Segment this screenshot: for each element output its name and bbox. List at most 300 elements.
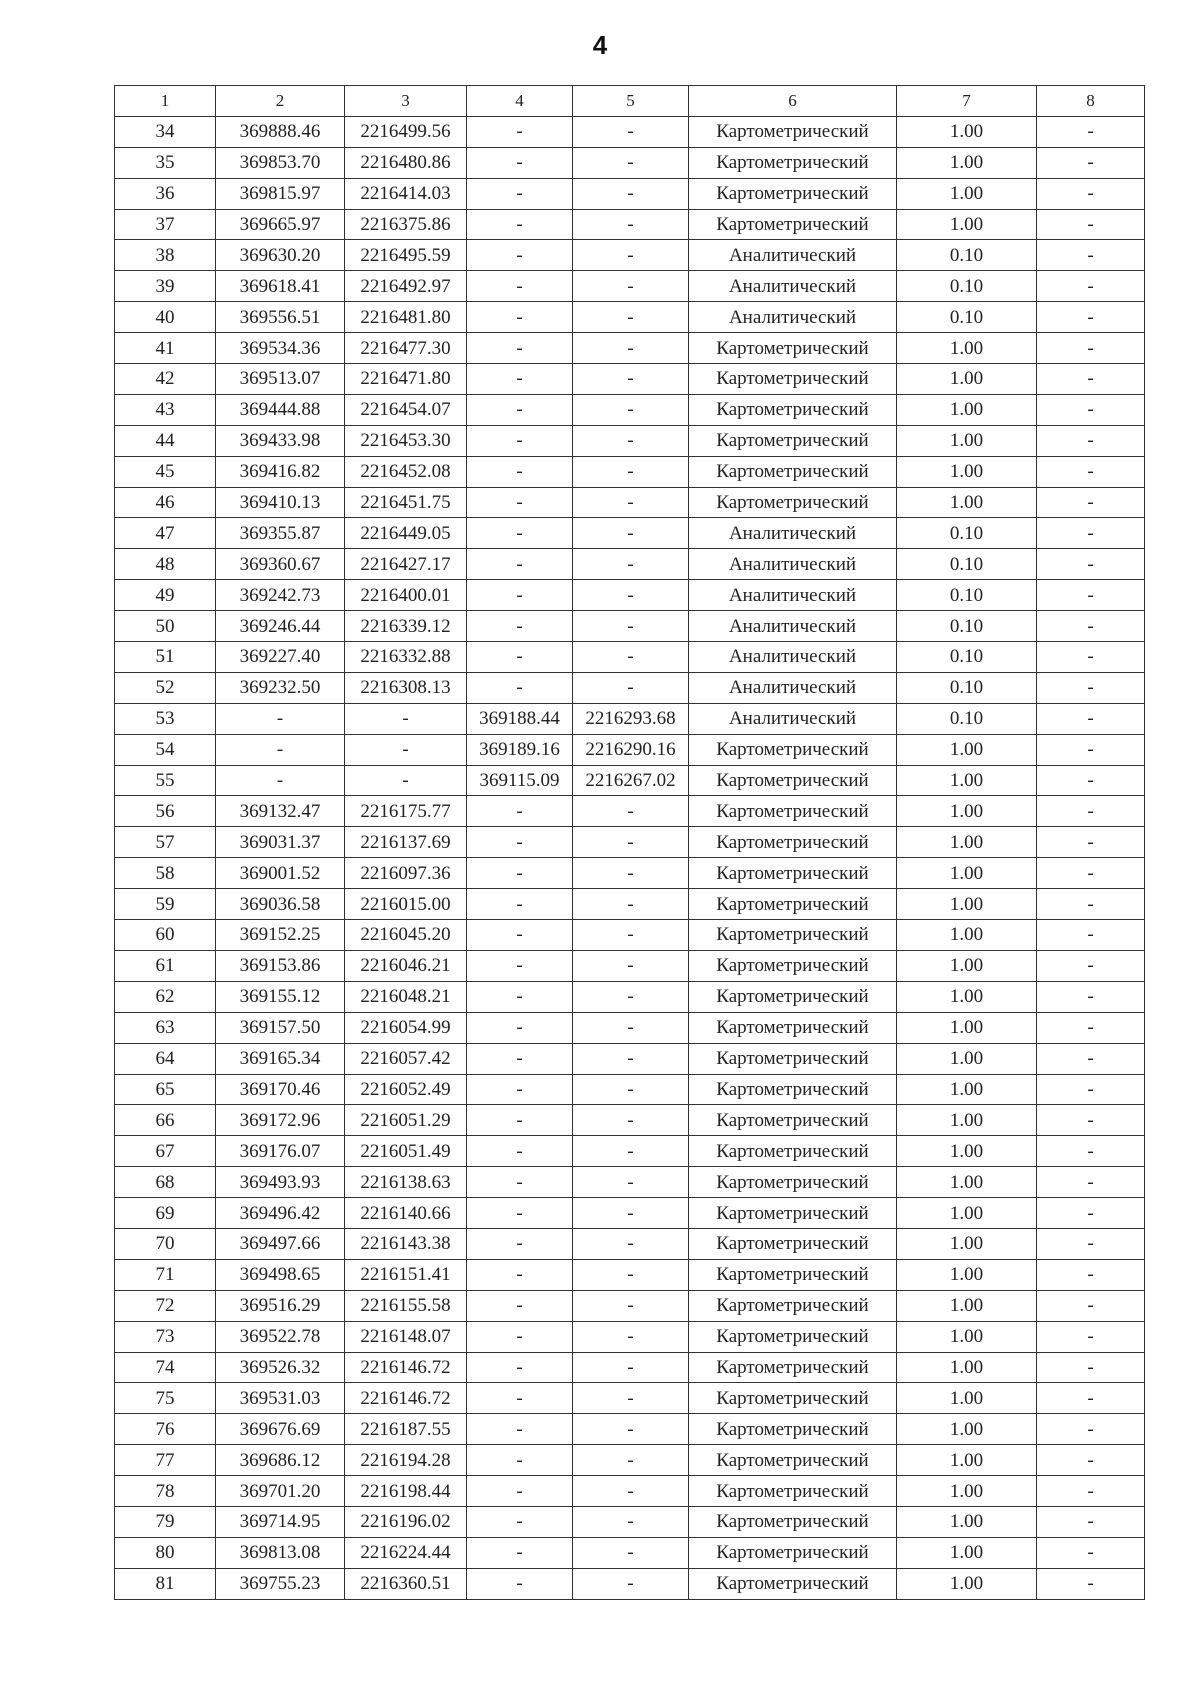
table-cell: 65 xyxy=(115,1074,216,1105)
table-row xyxy=(115,611,1145,642)
table-cell: 369516.29 xyxy=(216,1290,345,1321)
table-row xyxy=(115,642,1145,673)
table-cell: 369444.88 xyxy=(216,394,345,425)
table-row xyxy=(115,240,1145,271)
table-cell: - xyxy=(467,178,573,209)
table-cell: Картометрический xyxy=(689,394,897,425)
table-cell: - xyxy=(345,703,467,734)
table-cell: Аналитический xyxy=(689,518,897,549)
table-row xyxy=(115,1352,1145,1383)
table-cell: - xyxy=(1037,703,1145,734)
table-cell: Картометрический xyxy=(689,456,897,487)
table-row xyxy=(115,1043,1145,1074)
table-cell: Аналитический xyxy=(689,611,897,642)
table-cell: 1.00 xyxy=(897,1167,1037,1198)
table-cell: 69 xyxy=(115,1198,216,1229)
table-cell: - xyxy=(573,1537,689,1568)
table-cell: 51 xyxy=(115,642,216,673)
page-number: 4 xyxy=(592,30,608,60)
table-cell: 76 xyxy=(115,1414,216,1445)
table-cell: 1.00 xyxy=(897,178,1037,209)
table-row xyxy=(115,1321,1145,1352)
table-cell: - xyxy=(467,1043,573,1074)
table-cell: 54 xyxy=(115,734,216,765)
table-cell: - xyxy=(467,1074,573,1105)
table-header-row xyxy=(115,86,1145,117)
table-cell: 369714.95 xyxy=(216,1506,345,1537)
table-row xyxy=(115,1074,1145,1105)
table-row xyxy=(115,209,1145,240)
table-cell: 75 xyxy=(115,1383,216,1414)
table-cell: 1.00 xyxy=(897,456,1037,487)
table-cell: 35 xyxy=(115,147,216,178)
table-cell: - xyxy=(1037,1445,1145,1476)
table-cell: 1.00 xyxy=(897,394,1037,425)
table-cell: 2216492.97 xyxy=(345,271,467,302)
table-cell: Аналитический xyxy=(689,703,897,734)
table-cell: 57 xyxy=(115,827,216,858)
table-cell: - xyxy=(467,1352,573,1383)
table-cell: - xyxy=(1037,487,1145,518)
table-cell: - xyxy=(467,1506,573,1537)
table-cell: - xyxy=(467,1136,573,1167)
table-row xyxy=(115,425,1145,456)
table-cell: Картометрический xyxy=(689,1445,897,1476)
table-cell: - xyxy=(1037,672,1145,703)
table-cell: - xyxy=(467,209,573,240)
table-cell: Картометрический xyxy=(689,981,897,1012)
table-cell: - xyxy=(1037,116,1145,147)
table-cell: - xyxy=(216,703,345,734)
table-cell: 2216293.68 xyxy=(573,703,689,734)
column-header: 2 xyxy=(216,86,345,117)
table-cell: - xyxy=(1037,178,1145,209)
table-cell: 46 xyxy=(115,487,216,518)
table-cell: - xyxy=(467,364,573,395)
table-cell: 2216480.86 xyxy=(345,147,467,178)
table-cell: Аналитический xyxy=(689,642,897,673)
table-cell: 1.00 xyxy=(897,1105,1037,1136)
table-row xyxy=(115,796,1145,827)
table-cell: 369172.96 xyxy=(216,1105,345,1136)
table-cell: 2216414.03 xyxy=(345,178,467,209)
table-cell: 369410.13 xyxy=(216,487,345,518)
table-cell: 1.00 xyxy=(897,1414,1037,1445)
table-cell: 40 xyxy=(115,302,216,333)
table-cell: 1.00 xyxy=(897,1445,1037,1476)
table-cell: - xyxy=(467,981,573,1012)
table-row xyxy=(115,765,1145,796)
table-cell: 369888.46 xyxy=(216,116,345,147)
table-cell: Картометрический xyxy=(689,1167,897,1198)
table-cell: 2216046.21 xyxy=(345,950,467,981)
table-row xyxy=(115,920,1145,951)
table-cell: 369188.44 xyxy=(467,703,573,734)
table-cell: - xyxy=(1037,271,1145,302)
table-cell: 2216451.75 xyxy=(345,487,467,518)
table-cell: 74 xyxy=(115,1352,216,1383)
table-cell: 0.10 xyxy=(897,549,1037,580)
table-cell: - xyxy=(573,981,689,1012)
table-cell: 369232.50 xyxy=(216,672,345,703)
table-row xyxy=(115,1136,1145,1167)
table-cell: - xyxy=(573,827,689,858)
table-cell: 49 xyxy=(115,580,216,611)
table-cell: - xyxy=(1037,1352,1145,1383)
table-cell: 2216332.88 xyxy=(345,642,467,673)
table-cell: 369853.70 xyxy=(216,147,345,178)
table-cell: 369701.20 xyxy=(216,1476,345,1507)
table-cell: 47 xyxy=(115,518,216,549)
table-cell: - xyxy=(1037,1074,1145,1105)
table-row xyxy=(115,950,1145,981)
table-row xyxy=(115,1198,1145,1229)
table-cell: Картометрический xyxy=(689,1043,897,1074)
table-cell: - xyxy=(573,796,689,827)
table-cell: 369246.44 xyxy=(216,611,345,642)
table-cell: - xyxy=(467,827,573,858)
table-cell: 0.10 xyxy=(897,240,1037,271)
table-cell: 1.00 xyxy=(897,1136,1037,1167)
table-cell: 39 xyxy=(115,271,216,302)
table-cell: - xyxy=(1037,920,1145,951)
table-cell: 2216148.07 xyxy=(345,1321,467,1352)
table-cell: - xyxy=(1037,1136,1145,1167)
table-cell: 1.00 xyxy=(897,950,1037,981)
table-cell: Картометрический xyxy=(689,1506,897,1537)
coordinates-table xyxy=(114,85,1145,1600)
table-cell: - xyxy=(573,1321,689,1352)
table-cell: - xyxy=(1037,209,1145,240)
table-cell: 369513.07 xyxy=(216,364,345,395)
table-cell: - xyxy=(573,147,689,178)
table-cell: Картометрический xyxy=(689,1568,897,1599)
table-row xyxy=(115,1537,1145,1568)
table-cell: - xyxy=(573,580,689,611)
table-cell: - xyxy=(1037,765,1145,796)
table-cell: 71 xyxy=(115,1259,216,1290)
table-cell: 2216146.72 xyxy=(345,1383,467,1414)
table-cell: - xyxy=(467,394,573,425)
table-cell: 2216052.49 xyxy=(345,1074,467,1105)
table-cell: Картометрический xyxy=(689,147,897,178)
table-cell: - xyxy=(467,487,573,518)
table-row xyxy=(115,302,1145,333)
table-cell: Картометрический xyxy=(689,1074,897,1105)
table-cell: 1.00 xyxy=(897,1074,1037,1105)
table-cell: 1.00 xyxy=(897,1352,1037,1383)
table-cell: 369813.08 xyxy=(216,1537,345,1568)
table-cell: 369534.36 xyxy=(216,333,345,364)
table-cell: - xyxy=(467,456,573,487)
table-cell: - xyxy=(345,765,467,796)
table-cell: Картометрический xyxy=(689,1198,897,1229)
table-cell: - xyxy=(467,1105,573,1136)
table-cell: 50 xyxy=(115,611,216,642)
table-cell: 369153.86 xyxy=(216,950,345,981)
table-cell: 369115.09 xyxy=(467,765,573,796)
table-cell: 369686.12 xyxy=(216,1445,345,1476)
table-row xyxy=(115,116,1145,147)
table-cell: Аналитический xyxy=(689,672,897,703)
table-row xyxy=(115,703,1145,734)
table-cell: Картометрический xyxy=(689,1537,897,1568)
table-cell: Картометрический xyxy=(689,1383,897,1414)
table-cell: Аналитический xyxy=(689,240,897,271)
table-row xyxy=(115,456,1145,487)
table-cell: 1.00 xyxy=(897,333,1037,364)
table-cell: - xyxy=(1037,518,1145,549)
table-cell: 1.00 xyxy=(897,147,1037,178)
table-cell: 369031.37 xyxy=(216,827,345,858)
table-cell: 43 xyxy=(115,394,216,425)
table-cell: 369665.97 xyxy=(216,209,345,240)
table-cell: 2216140.66 xyxy=(345,1198,467,1229)
table-cell: - xyxy=(1037,1506,1145,1537)
table-cell: - xyxy=(1037,611,1145,642)
table-cell: - xyxy=(573,456,689,487)
table-cell: 73 xyxy=(115,1321,216,1352)
table-cell: 2216015.00 xyxy=(345,889,467,920)
table-cell: Картометрический xyxy=(689,1105,897,1136)
table-cell: - xyxy=(467,611,573,642)
table-cell: - xyxy=(345,734,467,765)
table-cell: - xyxy=(573,1568,689,1599)
table-cell: 369630.20 xyxy=(216,240,345,271)
table-cell: 38 xyxy=(115,240,216,271)
table-cell: 61 xyxy=(115,950,216,981)
table-cell: - xyxy=(1037,1012,1145,1043)
table-cell: 369152.25 xyxy=(216,920,345,951)
table-row xyxy=(115,1012,1145,1043)
table-cell: Картометрический xyxy=(689,1476,897,1507)
table-cell: - xyxy=(573,889,689,920)
table-cell: 2216477.30 xyxy=(345,333,467,364)
table-row xyxy=(115,981,1145,1012)
table-cell: 1.00 xyxy=(897,1012,1037,1043)
table-cell: 369242.73 xyxy=(216,580,345,611)
column-header: 3 xyxy=(345,86,467,117)
table-cell: 2216198.44 xyxy=(345,1476,467,1507)
table-cell: - xyxy=(216,734,345,765)
table-row xyxy=(115,333,1145,364)
table-cell: 2216452.08 xyxy=(345,456,467,487)
table-cell: 1.00 xyxy=(897,1321,1037,1352)
table-cell: - xyxy=(573,425,689,456)
table-cell: - xyxy=(1037,425,1145,456)
table-row xyxy=(115,1414,1145,1445)
table-cell: - xyxy=(467,333,573,364)
table-cell: - xyxy=(573,394,689,425)
table-cell: 369416.82 xyxy=(216,456,345,487)
table-cell: - xyxy=(573,271,689,302)
table-cell: 1.00 xyxy=(897,209,1037,240)
table-cell: 2216400.01 xyxy=(345,580,467,611)
table-cell: 369522.78 xyxy=(216,1321,345,1352)
table-cell: - xyxy=(1037,240,1145,271)
table-cell: - xyxy=(573,1074,689,1105)
table-cell: 1.00 xyxy=(897,796,1037,827)
table-cell: - xyxy=(573,364,689,395)
table-cell: - xyxy=(467,1445,573,1476)
table-cell: 62 xyxy=(115,981,216,1012)
table-cell: 369001.52 xyxy=(216,858,345,889)
table-cell: Картометрический xyxy=(689,858,897,889)
table-cell: - xyxy=(467,1167,573,1198)
table-cell: 1.00 xyxy=(897,858,1037,889)
table-cell: - xyxy=(573,950,689,981)
table-cell: - xyxy=(573,1198,689,1229)
table-cell: 2216057.42 xyxy=(345,1043,467,1074)
table-cell: Картометрический xyxy=(689,765,897,796)
table-row xyxy=(115,580,1145,611)
column-header: 6 xyxy=(689,86,897,117)
table-cell: - xyxy=(467,425,573,456)
table-cell: - xyxy=(573,1290,689,1321)
table-cell: - xyxy=(467,950,573,981)
table-cell: Картометрический xyxy=(689,950,897,981)
table-cell: 369755.23 xyxy=(216,1568,345,1599)
table-cell: - xyxy=(573,1136,689,1167)
table-cell: 2216196.02 xyxy=(345,1506,467,1537)
table-cell: 1.00 xyxy=(897,1383,1037,1414)
table-cell: 1.00 xyxy=(897,765,1037,796)
table-cell: - xyxy=(573,487,689,518)
table-cell: Картометрический xyxy=(689,796,897,827)
table-cell: Картометрический xyxy=(689,889,897,920)
table-cell: 369155.12 xyxy=(216,981,345,1012)
table-cell: Картометрический xyxy=(689,1290,897,1321)
table-cell: - xyxy=(1037,456,1145,487)
table-cell: 369176.07 xyxy=(216,1136,345,1167)
table-cell: 369526.32 xyxy=(216,1352,345,1383)
table-cell: 2216499.56 xyxy=(345,116,467,147)
table-cell: - xyxy=(573,518,689,549)
table-cell: Картометрический xyxy=(689,425,897,456)
table-cell: Картометрический xyxy=(689,1259,897,1290)
table-cell: 80 xyxy=(115,1537,216,1568)
table-cell: - xyxy=(467,116,573,147)
table-cell: Картометрический xyxy=(689,1136,897,1167)
table-cell: 2216155.58 xyxy=(345,1290,467,1321)
table-row xyxy=(115,518,1145,549)
table-cell: 0.10 xyxy=(897,672,1037,703)
table-cell: - xyxy=(467,1290,573,1321)
table-cell: - xyxy=(1037,1228,1145,1259)
table-cell: 369815.97 xyxy=(216,178,345,209)
table-cell: 2216453.30 xyxy=(345,425,467,456)
table-cell: 2216137.69 xyxy=(345,827,467,858)
table-row xyxy=(115,147,1145,178)
table-cell: 369676.69 xyxy=(216,1414,345,1445)
table-row xyxy=(115,672,1145,703)
table-cell: 2216339.12 xyxy=(345,611,467,642)
table-row xyxy=(115,1228,1145,1259)
table-cell: - xyxy=(573,116,689,147)
table-cell: - xyxy=(467,858,573,889)
table-cell: 34 xyxy=(115,116,216,147)
table-cell: - xyxy=(1037,333,1145,364)
table-cell: 1.00 xyxy=(897,1537,1037,1568)
table-cell: - xyxy=(467,1321,573,1352)
table-cell: 0.10 xyxy=(897,703,1037,734)
table-cell: - xyxy=(573,1506,689,1537)
table-cell: 1.00 xyxy=(897,1476,1037,1507)
table-cell: 1.00 xyxy=(897,981,1037,1012)
table-row xyxy=(115,889,1145,920)
table-cell: 59 xyxy=(115,889,216,920)
table-cell: - xyxy=(573,240,689,271)
table-cell: - xyxy=(1037,981,1145,1012)
table-cell: 2216194.28 xyxy=(345,1445,467,1476)
table-cell: - xyxy=(216,765,345,796)
table-cell: - xyxy=(1037,1537,1145,1568)
table-cell: 2216360.51 xyxy=(345,1568,467,1599)
table-cell: - xyxy=(573,1228,689,1259)
table-cell: 56 xyxy=(115,796,216,827)
table-cell: - xyxy=(573,178,689,209)
table-cell: - xyxy=(467,1198,573,1229)
table-row xyxy=(115,1568,1145,1599)
table-cell: - xyxy=(1037,1198,1145,1229)
table-cell: - xyxy=(467,1414,573,1445)
table-cell: 58 xyxy=(115,858,216,889)
table-cell: 2216449.05 xyxy=(345,518,467,549)
table-cell: - xyxy=(573,672,689,703)
table-cell: 81 xyxy=(115,1568,216,1599)
table-cell: - xyxy=(573,1352,689,1383)
table-cell: - xyxy=(467,672,573,703)
table-cell: Картометрический xyxy=(689,1414,897,1445)
table-cell: - xyxy=(467,1537,573,1568)
table-cell: 369433.98 xyxy=(216,425,345,456)
table-cell: Аналитический xyxy=(689,271,897,302)
table-row xyxy=(115,394,1145,425)
table-cell: 36 xyxy=(115,178,216,209)
table-cell: - xyxy=(1037,1259,1145,1290)
table-row xyxy=(115,734,1145,765)
table-row xyxy=(115,1105,1145,1136)
table-cell: 369498.65 xyxy=(216,1259,345,1290)
table-cell: 1.00 xyxy=(897,734,1037,765)
table-cell: 2216097.36 xyxy=(345,858,467,889)
table-cell: 369036.58 xyxy=(216,889,345,920)
table-cell: 2216051.49 xyxy=(345,1136,467,1167)
table-cell: - xyxy=(573,1167,689,1198)
table-cell: - xyxy=(467,271,573,302)
table-cell: 369556.51 xyxy=(216,302,345,333)
table-cell: - xyxy=(573,1105,689,1136)
table-cell: - xyxy=(573,611,689,642)
table-cell: 45 xyxy=(115,456,216,487)
table-cell: Картометрический xyxy=(689,333,897,364)
table-row xyxy=(115,271,1145,302)
table-cell: 2216471.80 xyxy=(345,364,467,395)
table-cell: 2216051.29 xyxy=(345,1105,467,1136)
table-cell: 67 xyxy=(115,1136,216,1167)
table-cell: 369360.67 xyxy=(216,549,345,580)
table-cell: - xyxy=(467,240,573,271)
table-cell: 64 xyxy=(115,1043,216,1074)
table-cell: 2216308.13 xyxy=(345,672,467,703)
table-cell: Картометрический xyxy=(689,116,897,147)
table-cell: - xyxy=(1037,796,1145,827)
table-cell: 2216495.59 xyxy=(345,240,467,271)
table-cell: - xyxy=(1037,1043,1145,1074)
table-cell: 52 xyxy=(115,672,216,703)
table-row xyxy=(115,549,1145,580)
table-row xyxy=(115,827,1145,858)
